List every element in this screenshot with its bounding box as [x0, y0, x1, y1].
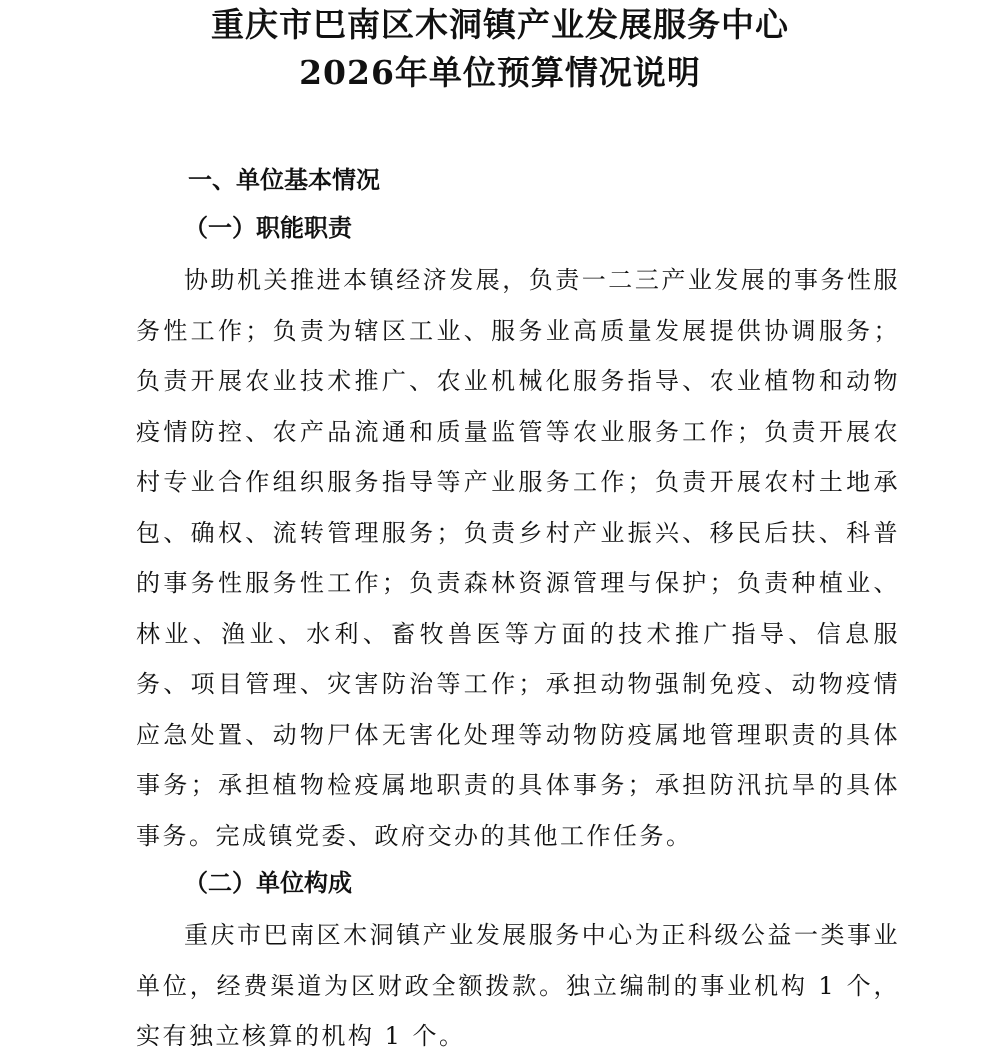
section-heading-basic-info: 一、单位基本情况 — [188, 166, 380, 194]
subsection-heading-composition — [184, 863, 352, 903]
subsection-heading-functions — [184, 208, 352, 248]
paragraph-composition: 重庆市巴南区木洞镇产业发展服务中心为正科级公益一类事业单位，经费渠道为区财政全额拨款。独立编制的事业机构 1 个，实有独立核算的机构 1 个。 — [136, 921, 900, 1050]
paragraph-functions: 协助机关推进本镇经济发展，负责一二三产业发展的事务性服务性工作；负责为辖区工业、服务业高质量发展提供协调服务；负责开展农业技术推广、农业机械化服务指导、农业植物和动物疫情防控、农产品流通和质量监管等农业服务工作；负责开展农村专业合作组织服务指导等产业服务工作；负责开展农村土地承包、确权、流转管理服务；负责乡村产业振兴、移民后扶、科普的事务性服务性工作；负责森林资源管理与保护；负责种植业、林业、渔业、水利、畜牧兽医等方面的技术推广指导、信息服务、项目管理、灾害防治等工作；承担动物强制免疫、动物疫情应急处置、动物尸体无害化处理等动物防疫属地管理职责的具体事务；承担植物检疫属地职责的具体事务；承担防汛抗旱的具体事务。完成镇党委、政府交办的其他工作任务。 — [136, 266, 900, 850]
document-title-line2: 2026年单位预算情况说明 — [299, 53, 701, 92]
document-title-line1: 重庆市巴南区木洞镇产业发展服务中心 — [211, 5, 789, 44]
subsection-heading-functions-text: （一）职能职责 — [184, 213, 352, 242]
subsection-heading-composition-text: （二）单位构成 — [184, 868, 352, 897]
